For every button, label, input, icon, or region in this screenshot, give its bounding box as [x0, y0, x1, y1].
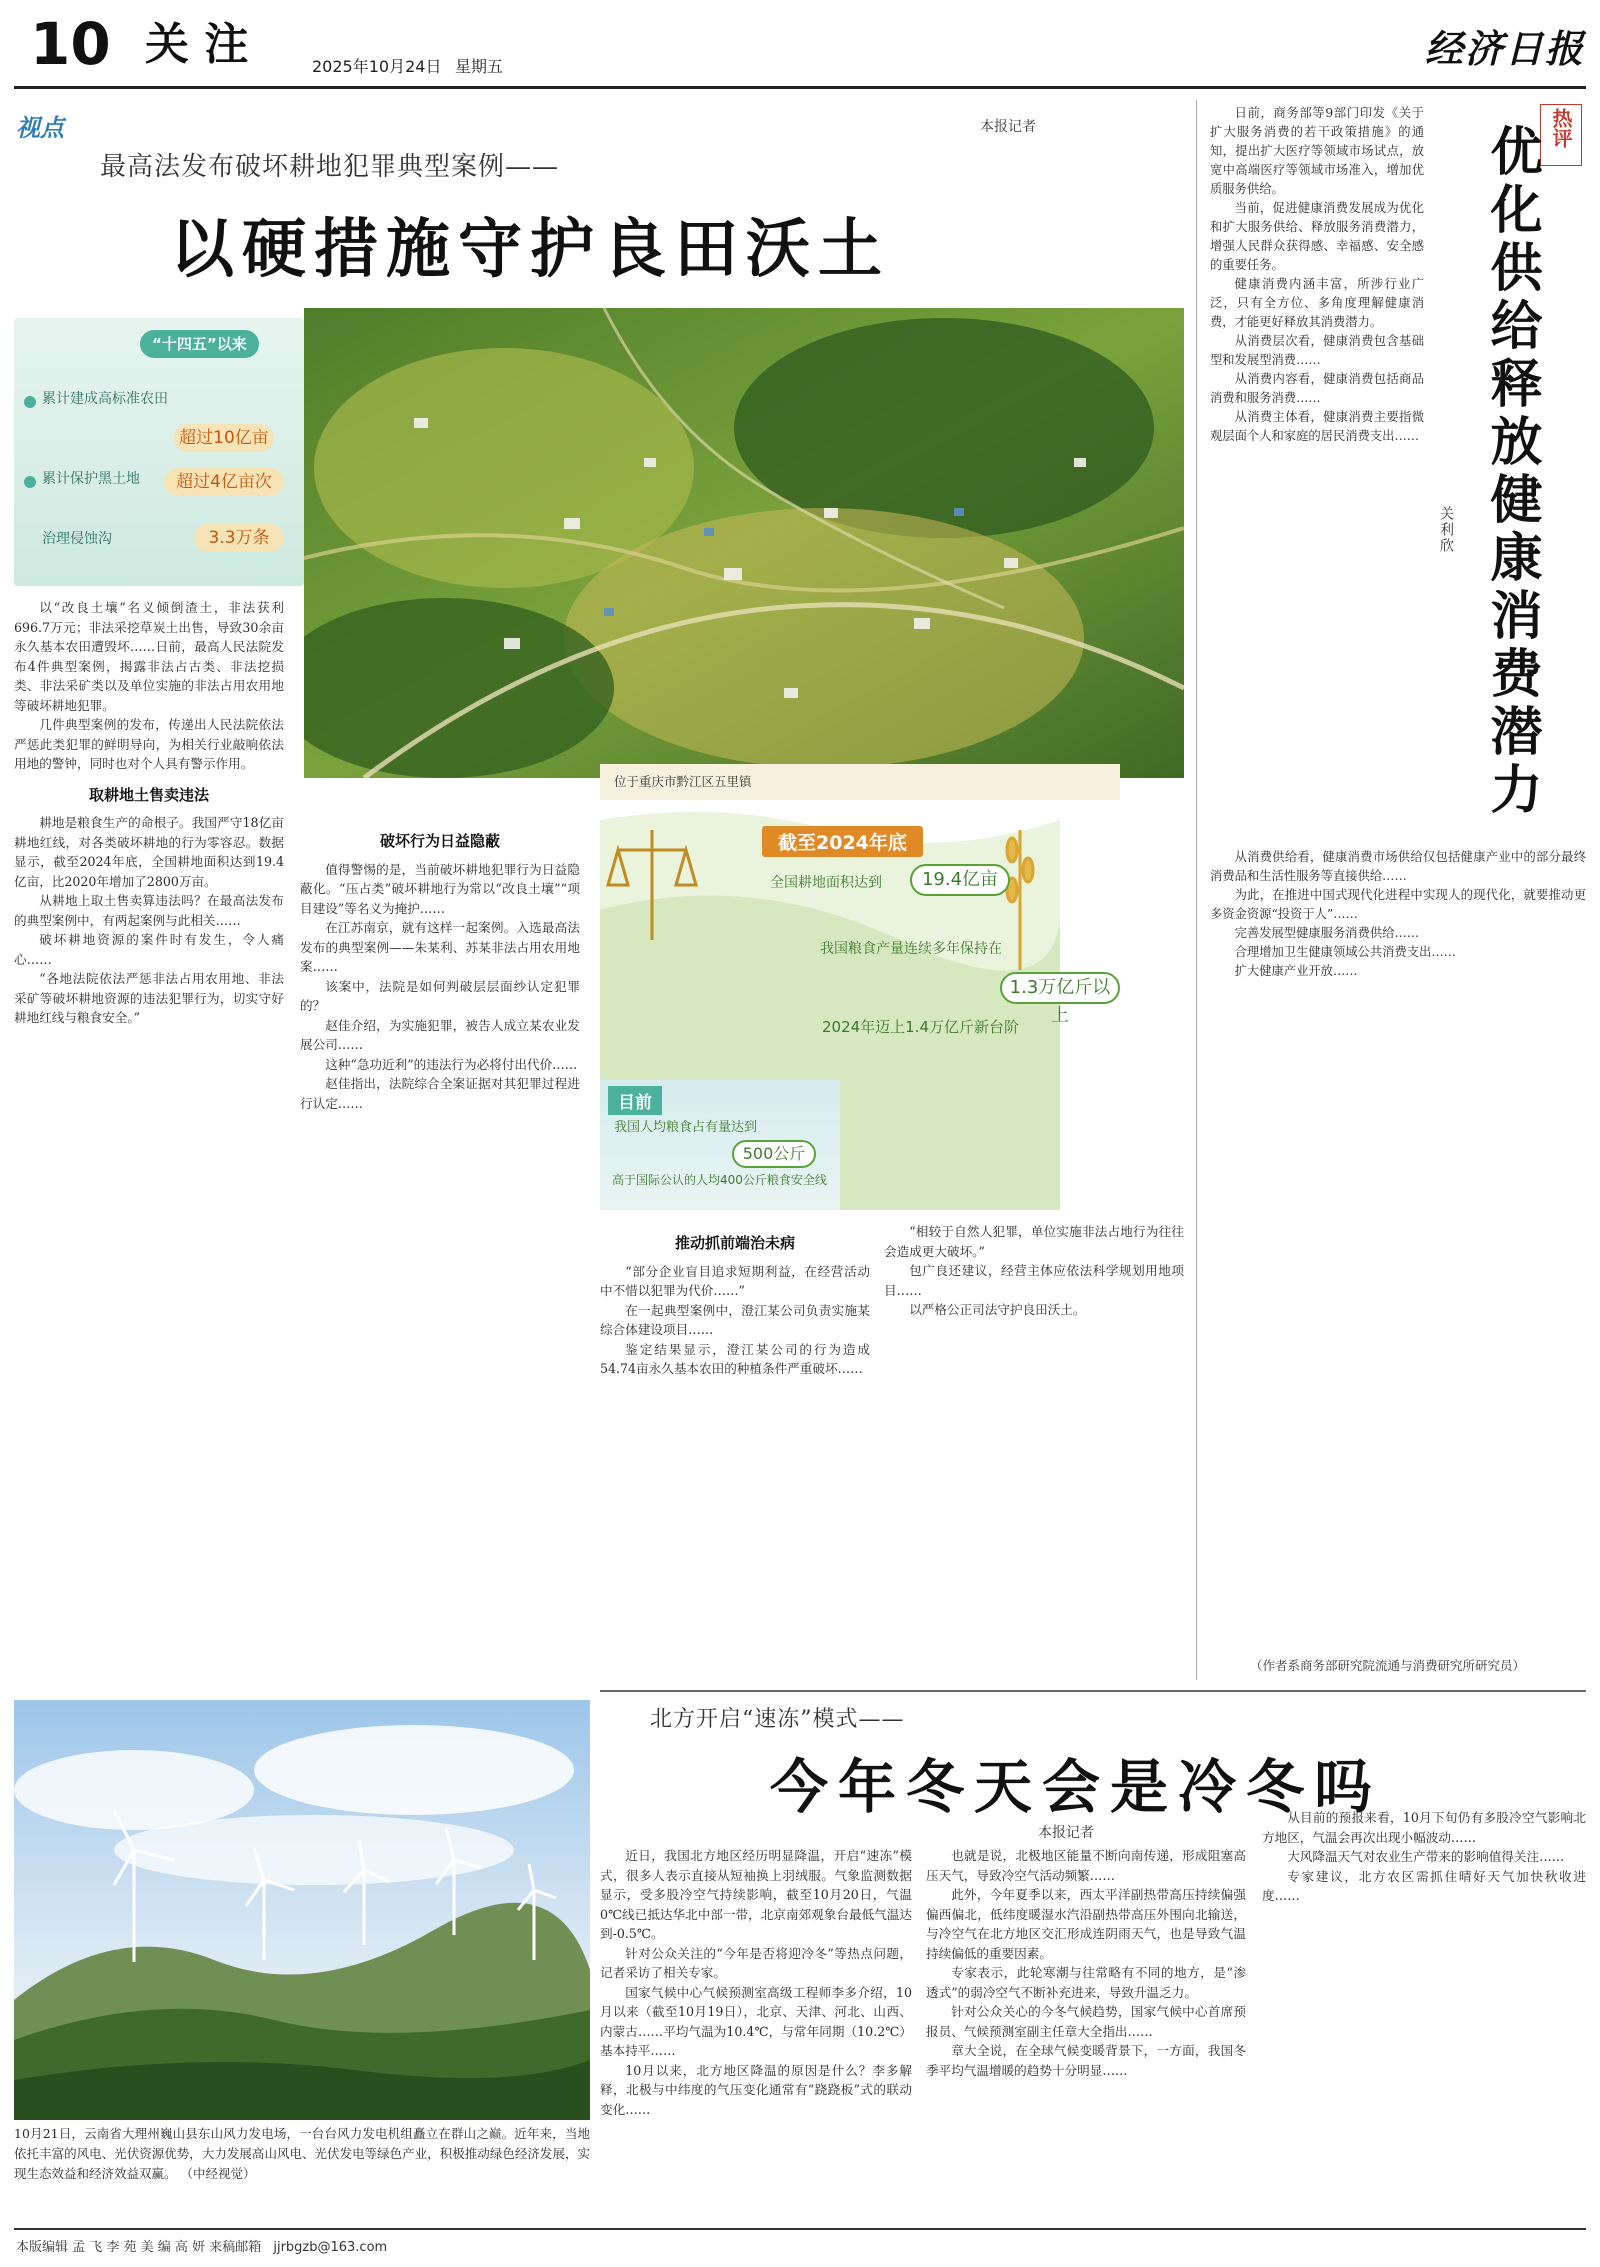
current-heading: 目前 [608, 1086, 662, 1115]
paragraph: 赵佳指出，法院综合全案证据对其犯罪过程进行认定…… [300, 1076, 580, 1111]
paragraph: 章大全说，在全球气候变暖背景下，一方面，我国冬季平均气温增暖的趋势十分明显…… [926, 2043, 1246, 2078]
infographic-row [14, 468, 304, 518]
paragraph: 在一起典型案例中，澄江某公司负责实施某综合体建设项目…… [600, 1302, 870, 1337]
paragraph: 在江苏南京，就有这样一起案例。入选最高法发布的典型案例——朱某利、苏某非法占用农用地案…… [300, 920, 580, 974]
paragraph: 鉴定结果显示，澄江某公司的行为造成54.74亩永久基本农田的种植条件严重破坏…… [600, 1341, 870, 1376]
paragraph: 值得警惕的是，当前破坏耕地犯罪行为日益隐蔽化。“压占类”破坏耕地行为常以“改良土壤”“项目建设”等名义为掩护…… [300, 861, 580, 916]
row-label: 治理侵蚀沟 [42, 531, 112, 547]
newspaper-logo: 经济日报 [1425, 26, 1586, 71]
paragraph: 以“改良土壤”名义倾倒渣土，非法获利696.7万元；非法采挖草炭土出售，导致30余亩永久基本农田遭毁坏……日前，最高人民法院发布4件典型案例，揭露非法占古类、非法挖损类、非法采矿类以及单位实施的非法占用农用地等破坏耕地犯罪。 [14, 600, 284, 713]
subheading: 取耕地土售卖违法 [88, 785, 209, 804]
paragraph: 专家表示，此轮寒潮与往常略有不同的地方，是“渗透式”的弱冷空气不断补充进来，导致升温乏力。 [926, 1965, 1246, 2000]
column-tag: 视点 [16, 113, 64, 142]
subheading: 破坏行为日益隐蔽 [379, 832, 500, 850]
farmland-area-label: 全国耕地面积达到 [770, 875, 882, 891]
intl-standard-note: 高于国际公认的人均400公斤粮食安全线 [612, 1173, 827, 1187]
terraced-fields-photo [304, 308, 1184, 778]
caption-text: 位于重庆市黔江区五里镇 [614, 774, 752, 789]
commentary-divider [1196, 100, 1197, 1680]
photo-caption [600, 764, 1120, 800]
article-column [300, 820, 580, 1690]
photo-caption [14, 2124, 590, 2216]
section-title: 关 注 [145, 19, 249, 70]
bullet-icon [24, 396, 36, 408]
article-column [884, 1222, 1184, 1690]
article-column [600, 1846, 912, 2238]
paragraph: 专家建议，北方农区需抓住晴好天气加快秋收进度…… [1262, 1868, 1586, 1903]
winter-kicker: 北方开启“速冻”模式—— [650, 1707, 905, 1732]
byline-label: 本报记者 [1038, 1825, 1094, 1841]
grain-2024-note: 2024年迈上1.4万亿斤新台阶 [822, 1018, 1020, 1036]
article-column [600, 1222, 870, 1690]
paragraph: 赵佳介绍，为实施犯罪，被告人成立某农业发展公司…… [300, 1017, 580, 1052]
paragraph: 扩大健康产业开放…… [1234, 964, 1358, 978]
paragraph: 这种“急功近利”的违法行为必将付出代价…… [325, 1056, 578, 1072]
paragraph: 大风降温天气对农业生产带来的影响值得关注…… [1287, 1849, 1565, 1864]
row-value: 3.3万条 [194, 524, 284, 552]
paragraph: 10月以来，北方地区降温的原因是什么？李多解释，北极与中纬度的气压变化通常有“跷跷板”式的联动变化…… [600, 2062, 912, 2117]
paragraph: 国家气候中心气候预测室高级工程师李多介绍，10月以来（截至10月19日），北京、天津、河北、山西、内蒙古……平均气温为10.4℃，与常年同期（10.2℃）基本持平…… [600, 1984, 912, 2058]
paragraph: 从消费供给看，健康消费市场供给仅包括健康产业中的部分最终消费品和生活性服务等直接供给…… [1210, 850, 1586, 883]
grain-output-label: 我国粮食产量连续多年保持在 [820, 941, 1002, 957]
paragraph: 从消费内容看，健康消费包括商品消费和服务消费…… [1210, 372, 1424, 405]
masthead-rule [14, 86, 1586, 89]
data-panel-heading: 截至2024年底 [762, 826, 923, 857]
paragraph: 从消费层次看，健康消费包含基础型和发展型消费…… [1210, 334, 1424, 367]
paragraph: 为此，在推进中国式现代化进程中实现人的现代化，就要推动更多资金资源“投资于人”…… [1210, 888, 1586, 921]
paragraph: 包广良还建议，经营主体应依法科学规划用地项目…… [884, 1263, 1184, 1298]
paragraph: 几件典型案例的发布，传递出人民法院依法严惩此类犯罪的鲜明导向，为相关行业敲响依法用地的警钟，同时也对个人具有警示作用。 [14, 717, 284, 771]
paragraph: 健康消费内涵丰富，所涉行业广泛，只有全方位、多角度理解健康消费，才能更好释放其消费潜力。 [1210, 277, 1424, 329]
paragraph: 合理增加卫生健康领域公共消费支出…… [1234, 945, 1456, 959]
bullet-icon [24, 476, 36, 488]
paragraph: 破坏耕地资源的案件时有发生，令人痛心…… [14, 932, 284, 967]
row-label: 累计建成高标准农田 [42, 391, 168, 407]
article-headline: 以硬措施守护良田沃土 [170, 213, 890, 287]
infographic-row [14, 520, 304, 570]
paragraph: 从消费主体看，健康消费主要指微观层面个人和家庭的居民消费支出…… [1210, 410, 1424, 443]
commentary-column [1210, 104, 1424, 844]
subheading: 推动抓前端治未病 [674, 1234, 795, 1252]
per-capita-value: 500公斤 [732, 1140, 816, 1168]
paragraph: 也就是说，北极地区能量不断向南传递，形成阻塞高压天气，导致冷空气活动频繁…… [926, 1848, 1246, 1883]
paragraph: 耕地是粮食生产的命根子。我国严守18亿亩耕地红线，对各类破坏耕地的行为零容忍。数据显示，截至2024年底，全国耕地面积达到19.4亿亩，比2020年增加了2800万亩。 [14, 815, 284, 889]
paragraph: 针对公众关心的今冬气候趋势，国家气候中心首席预报员、气候预测室副主任章大全指出…… [926, 2004, 1246, 2039]
article-column [926, 1846, 1246, 2238]
article-kicker: 最高法发布破坏耕地犯罪典型案例—— [100, 152, 560, 182]
paragraph: 该案中，法院是如何判破层层面纱认定犯罪的？ [300, 978, 580, 1013]
paragraph: 此外，今年夏季以来，西太平洋副热带高压持续偏强偏西偏北，低纬度暖湿水汽沿副热带高压外围向北输送，与冷空气在北方地区交汇形成连阴雨天气，也是导致气温持续偏低的重要因素。 [926, 1887, 1246, 1961]
row-value: 超过4亿亩次 [164, 468, 284, 496]
commentary-column [1210, 848, 1586, 1648]
footer-rule [14, 2228, 1586, 2230]
winter-headline: 今年冬天会是冷冬吗 [770, 1753, 1383, 1821]
infographic-title: “十四五”以来 [140, 330, 259, 358]
infographic-row [14, 388, 304, 448]
farmland-area-value: 19.4亿亩 [910, 864, 1010, 896]
paragraph: 从目前的预报来看，10月下旬仍有多股冷空气影响北方地区，气温会再次出现小幅波动…… [1262, 1810, 1586, 1845]
row-label: 累计保护黑土地 [42, 471, 140, 487]
article-column [1262, 1808, 1586, 2238]
commentary-affiliation: （作者系商务部研究院流通与消费研究所研究员） [1250, 1658, 1526, 1673]
paragraph: 针对公众关注的“今年是否将迎冷冬”等热点问题，记者采访了相关专家。 [600, 1945, 912, 1980]
paragraph: 日前，商务部等9部门印发《关于扩大服务消费的若干政策措施》的通知，提出扩大医疗等领域市场试点，放宽中高端医疗等领域市场准入，增加优质服务供给。 [1210, 106, 1424, 196]
paragraph: “相较于自然人犯罪，单位实施非法占地行为往往会造成更大破坏。” [884, 1224, 1184, 1259]
masthead [0, 0, 1600, 84]
row-value: 超过10亿亩 [174, 424, 274, 452]
submission-email[interactable]: jjrbgzb@163.com [273, 2240, 388, 2255]
paragraph: 近日，我国北方地区经历明显降温，开启“速冻”模式，很多人表示直接从短袖换上羽绒服。气象监测数据显示，受多股冷空气持续影响，截至10月20日，气温0℃线已抵达华北中部一带，北京南郊观象台最低气温达到-0.5℃。 [600, 1848, 912, 1941]
photo-credit: （中经视觉） [180, 2166, 256, 2181]
paragraph: 从耕地上取土售卖算违法吗？在最高法发布的典型案例中，有两起案例与此相关…… [14, 893, 284, 928]
per-capita-label: 我国人均粮食占有量达到 [614, 1120, 758, 1135]
paragraph: “各地法院依法严惩非法占用农用地、非法采矿等破坏耕地资源的违法犯罪行为，切实守好耕地红线与粮食安全。” [14, 971, 284, 1025]
article-column [14, 598, 284, 1690]
paragraph: 完善发展型健康服务消费供给…… [1234, 926, 1420, 940]
issue-weekday: 星期五 [455, 57, 504, 76]
commentary-title: 优化供给释放健康消费潜力 [1481, 124, 1541, 820]
caption-text: 10月21日，云南省大理州巍山县东山风力发电场，一台台风力发电机组矗立在群山之巅。近年来，当地依托丰富的风电、光伏资源优势，大力发展高山风电、光伏发电等绿色产业，积极推动绿色经济发展，实现生态效益和经济效益双赢。 [14, 2126, 590, 2181]
footer-editors [16, 2236, 387, 2255]
paragraph: 以严格公正司法守护良田沃土。 [909, 1302, 1086, 1317]
paragraph: “部分企业盲目追求短期利益，在经营活动中不惜以犯罪为代价……” [600, 1263, 870, 1298]
editors-text: 本版编辑 孟 飞 李 苑 美 编 高 妍 来稿邮箱 [16, 2240, 262, 2255]
section-divider [600, 1690, 1586, 1692]
commentary-author: 关利欣 [1438, 506, 1454, 554]
grain-output-value: 1.3万亿斤以上 [1000, 972, 1120, 1004]
commentary-tag-label: 热评 [1549, 108, 1573, 148]
byline-label: 本报记者 [980, 119, 1036, 135]
commentary-tag [1540, 104, 1582, 166]
issue-date: 2025年10月24日 [312, 57, 442, 76]
paragraph: 当前，促进健康消费发展成为优化和扩大服务供给、释放服务消费潜力，增强人民群众获得感、幸福感、安全感的重要任务。 [1210, 201, 1424, 272]
page-number: 10 [30, 10, 111, 78]
wind-farm-photo [14, 1700, 590, 2120]
